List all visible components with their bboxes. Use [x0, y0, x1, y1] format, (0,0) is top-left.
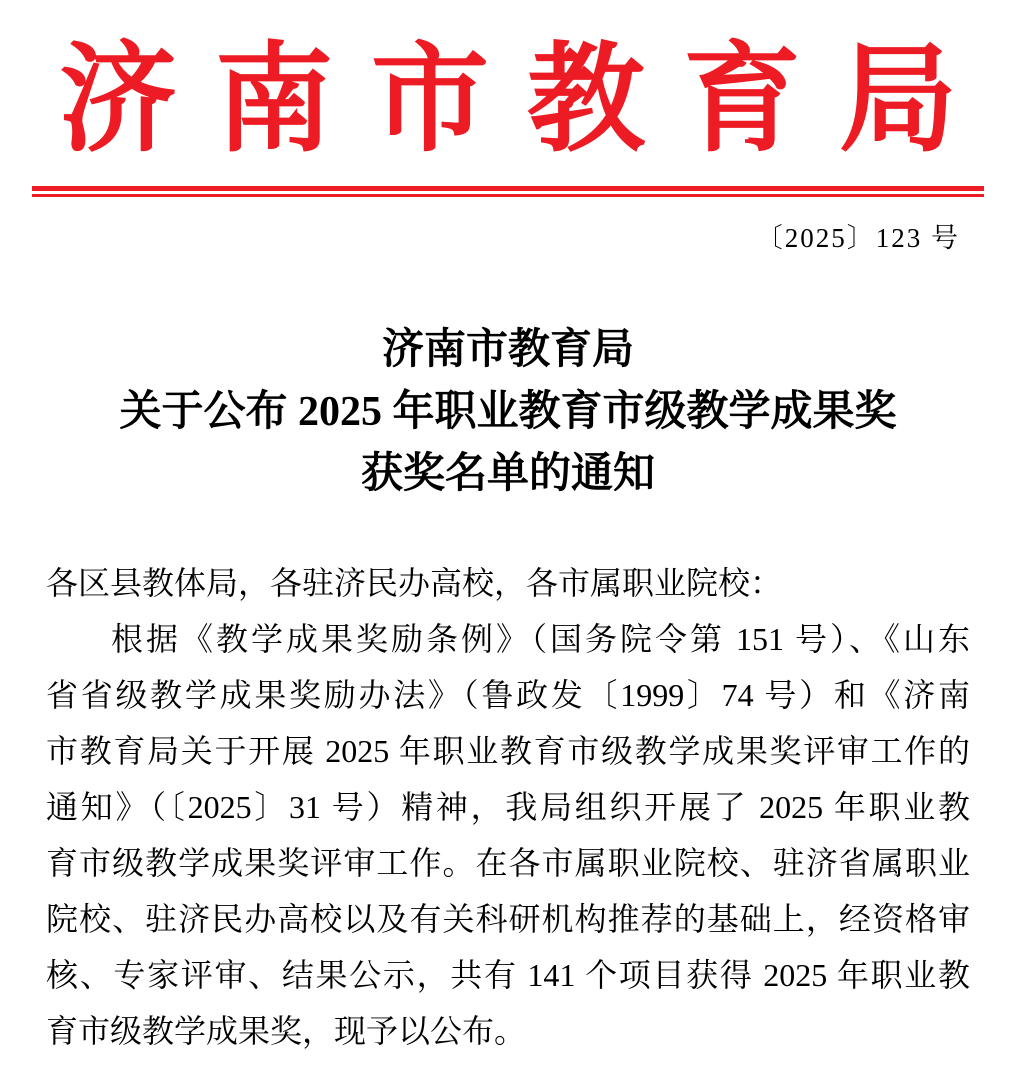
- body-line: 育市级教学成果奖，现予以公布。: [46, 1013, 527, 1049]
- body-line: 省省级教学成果奖励办法》（鲁政发〔1999〕74 号）和《济南: [46, 677, 970, 713]
- red-separator: [32, 186, 984, 197]
- body-line: 市教育局关于开展 2025 年职业教育市级教学成果奖评审工作的: [46, 733, 970, 769]
- salutation-line: 各区县教体局，各驻济民办高校，各市属职业院校：: [46, 565, 783, 601]
- red-separator-thin-line: [32, 194, 984, 197]
- body-line: 育市级教学成果奖评审工作。在各市属职业院校、驻济省属职业: [46, 845, 970, 881]
- body-line: 院校、驻济民办高校以及有关科研机构推荐的基础上，经资格审: [46, 901, 970, 937]
- body-line: 核、专家评审、结果公示，共有 141 个项目获得 2025 年职业教: [46, 957, 970, 993]
- notice-body: [32, 555, 984, 1059]
- notice-title: [32, 319, 984, 505]
- masthead: [32, 0, 995, 176]
- body-line: 根据《教学成果奖励条例》（国务院令第 151 号）、《山东: [111, 621, 970, 657]
- agency-name: 济南市教育局: [58, 35, 995, 166]
- notice-title-line-3: 获奖名单的通知: [360, 451, 655, 497]
- doc-number: 〔2025〕123 号: [755, 223, 960, 253]
- body-line: 通知》（〔2025〕31 号）精神，我局组织开展了 2025 年职业教: [46, 789, 970, 825]
- notice-title-line-1: 济南市教育局: [381, 327, 634, 373]
- notice-title-line-2: 关于公布 2025 年职业教育市级教学成果奖: [119, 389, 897, 435]
